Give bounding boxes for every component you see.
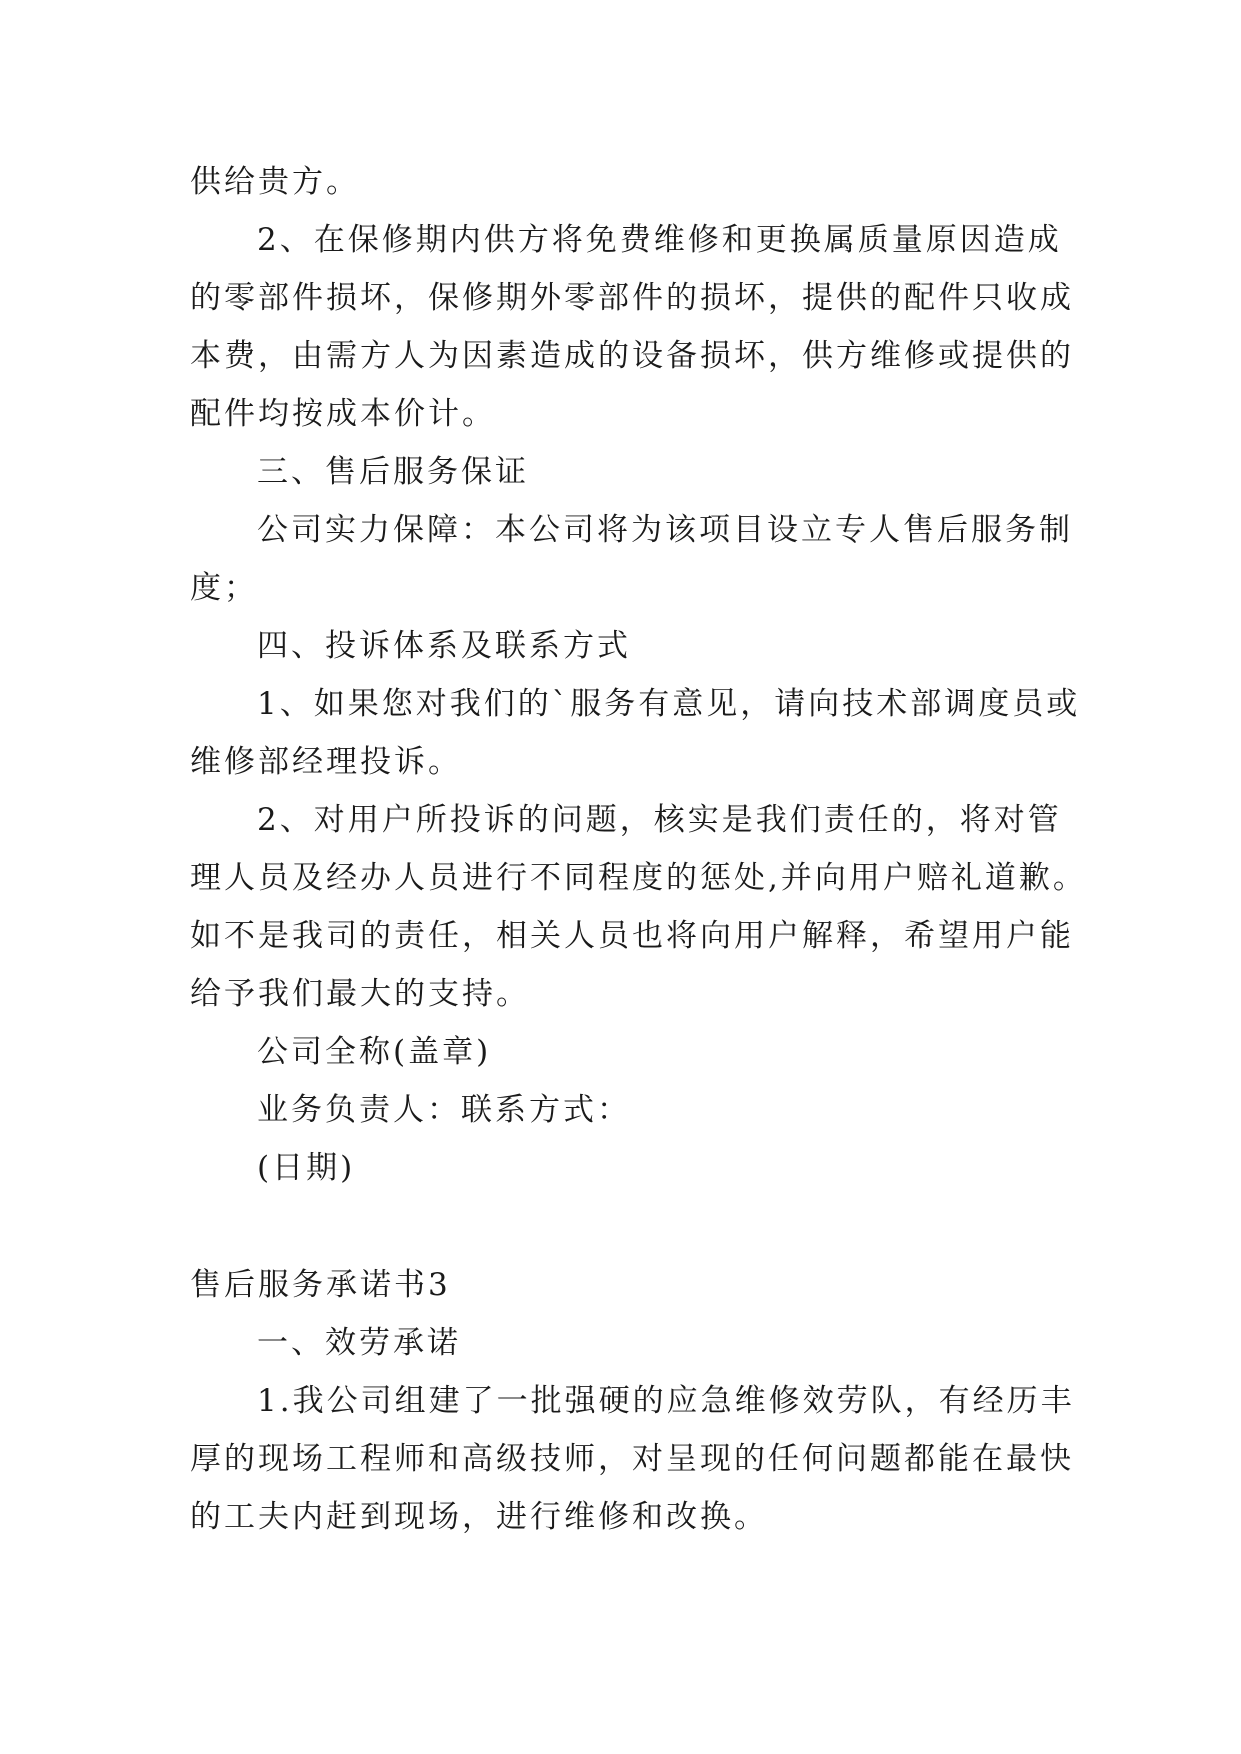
text-line: 配件均按成本价计。 (190, 396, 496, 432)
text-line: 供给贵方。 (190, 164, 360, 200)
signature-contact: 业务负责人：联系方式： (257, 1092, 631, 1128)
text-line: 1.我公司组建了一批强硬的应急维修效劳队，有经历丰 (257, 1383, 1075, 1419)
text-line: 本费，由需方人为因素造成的设备损坏，供方维修或提供的 (190, 338, 1074, 374)
section-heading: 一、效劳承诺 (257, 1325, 461, 1361)
text-line: 度； (190, 570, 258, 606)
section-heading: 四、投诉体系及联系方式 (257, 628, 631, 664)
text-line: 厚的现场工程师和高级技师，对呈现的任何问题都能在最快 (190, 1441, 1074, 1477)
text-line: 的零部件损坏，保修期外零部件的损坏，提供的配件只收成 (190, 280, 1074, 316)
text-line: 1、如果您对我们的`服务有意见，请向技术部调度员或 (257, 686, 1081, 722)
text-line: 公司实力保障：本公司将为该项目设立专人售后服务制 (257, 512, 1073, 548)
signature-date: (日期) (257, 1150, 356, 1186)
text-line: 理人员及经办人员进行不同程度的惩处,并向用户赔礼道歉。 (190, 860, 1087, 896)
text-line: 2、对用户所投诉的问题，核实是我们责任的，将对管 (257, 802, 1062, 838)
text-line: 2、在保修期内供方将免费维修和更换属质量原因造成 (257, 222, 1062, 258)
section-heading: 三、售后服务保证 (257, 454, 529, 490)
signature-company: 公司全称(盖章) (257, 1034, 492, 1070)
document-title: 售后服务承诺书3 (190, 1267, 451, 1303)
text-line: 给予我们最大的支持。 (190, 976, 530, 1012)
text-line: 的工夫内赶到现场，进行维修和改换。 (190, 1499, 768, 1535)
text-line: 如不是我司的责任，相关人员也将向用户解释，希望用户能 (190, 918, 1074, 954)
text-line: 维修部经理投诉。 (190, 744, 462, 780)
